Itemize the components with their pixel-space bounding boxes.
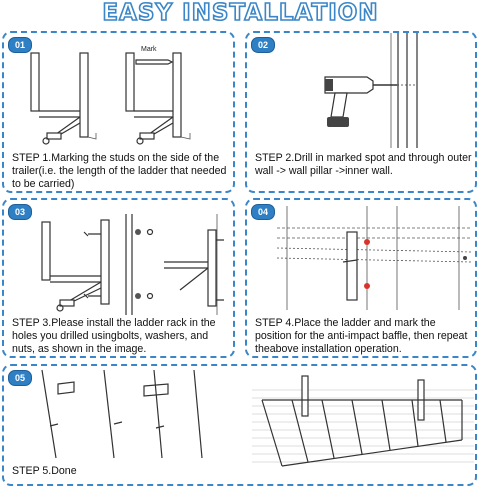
step-1-panel bbox=[2, 31, 235, 193]
step-4-panel bbox=[245, 198, 477, 358]
step-4-badge: 04 bbox=[251, 204, 275, 220]
step-3-panel bbox=[2, 198, 235, 358]
mark-label: Mark bbox=[141, 46, 157, 53]
step-1-badge: 01 bbox=[8, 37, 32, 53]
step-4-text: STEP 4.Place the ladder and mark the position for the anti-impact baffle, then repeat theabove installation operation. bbox=[255, 317, 468, 356]
step-3-text: STEP 3.Please install the ladder rack in the holes you drilled usingbolts, washers, and nuts, as shown in the image. bbox=[12, 317, 216, 356]
step-2-panel bbox=[245, 31, 477, 193]
step-5-illustration-wall bbox=[34, 366, 234, 466]
step-2-illustration bbox=[247, 33, 479, 153]
step-2-text: STEP 2.Drill in marked spot and through outer wall -> wall pillar ->inner wall. bbox=[255, 152, 472, 178]
step-3-illustration bbox=[4, 200, 237, 315]
drill-icon bbox=[325, 77, 417, 127]
step-5-badge: 05 bbox=[8, 370, 32, 386]
step-1-text: STEP 1.Marking the studs on the side of the trailer(i.e. the length of the ladder that needed to be carried) bbox=[12, 152, 227, 191]
page-title: EASY INSTALLATION bbox=[102, 0, 379, 26]
step-5-panel bbox=[2, 364, 477, 486]
step-1-illustration bbox=[4, 33, 237, 153]
step-5-illustration-ladder bbox=[252, 370, 474, 478]
step-3-badge: 03 bbox=[8, 204, 32, 220]
step-4-illustration bbox=[247, 200, 479, 315]
step-2-badge: 02 bbox=[251, 37, 275, 53]
step-5-text: STEP 5.Done bbox=[12, 465, 77, 477]
